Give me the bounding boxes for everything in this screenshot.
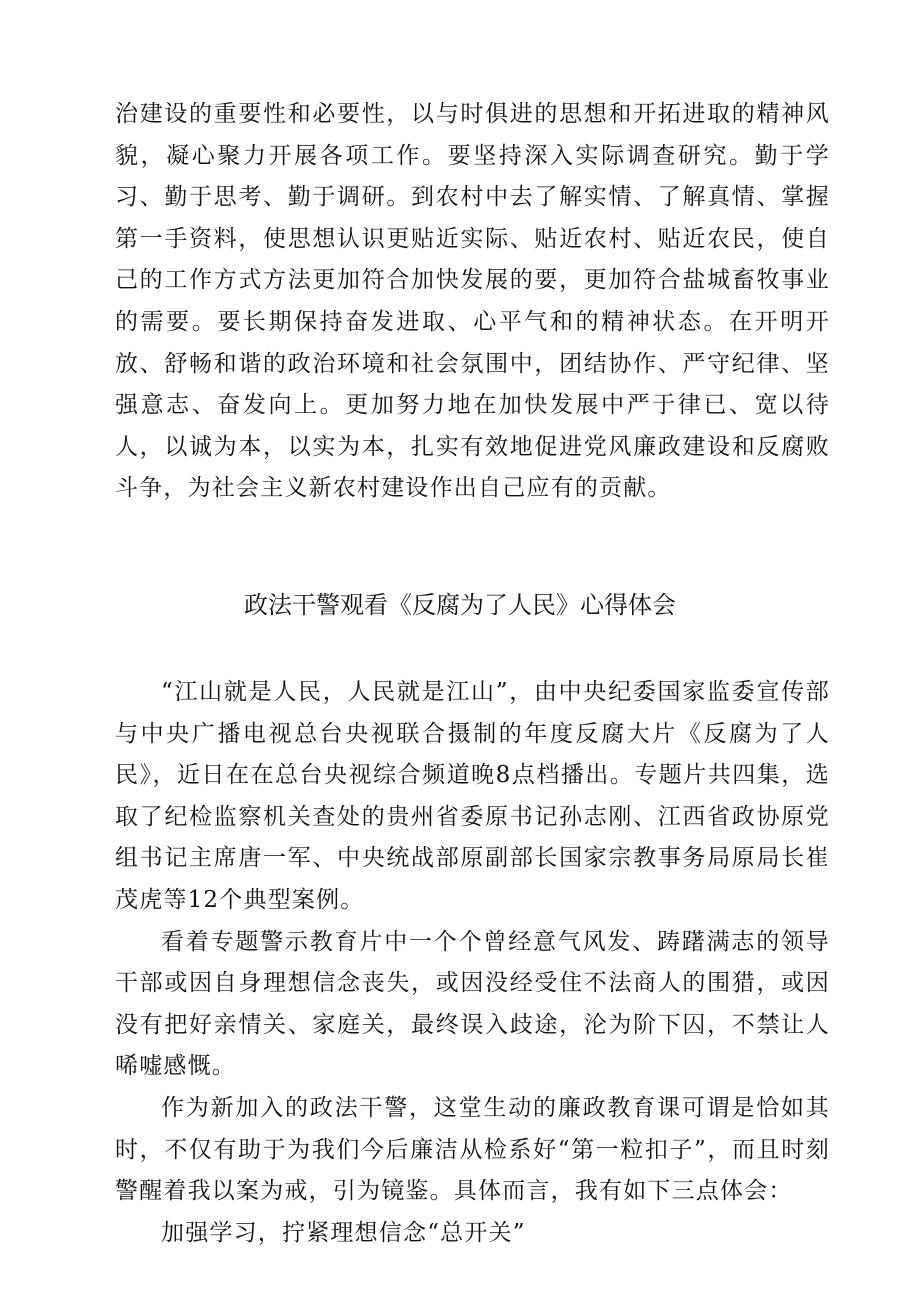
section-heading-1: 加强学习，拧紧理想信念“总开关” <box>161 1219 526 1246</box>
article-paragraph-3: 作为新加入的政法干警，这堂生动的廉政教育课可谓是恰如其时，不仅有助于为我们今后廉洁从检系好“第一粒扣子”，而且时刻警醒着我以案为戒，引为镜鉴。具体而言，我有如下三点体会： <box>115 1094 830 1205</box>
continuation-paragraph: 治建设的重要性和必要性，以与时俱进的思想和开拓进取的精神风貌，凝心聚力开展各项工作。要坚持深入实际调查研究。勤于学习、勤于思考、勤于调研。到农村中去了解实情、了解真情、掌握第一手资料，使思想认识更贴近实际、贴近农村、贴近农民，使自己的工作方式方法更加符合加快发展的要，更加符合盐城畜牧事业的需要。要长期保持奋发进取、心平气和的精神状态。在开明开放、舒畅和谐的政治环境和社会氛围中，团结协作、严守纪律、坚强意志、奋发向上。更加努力地在加快发展中严于律已、宽以待人，以诚为本，以实为本，扎实有效地促进党风廉政建设和反腐败斗争，为社会主义新农村建设作出自己应有的贡献。 <box>115 101 830 502</box>
article-title: 政法干警观看《反腐为了人民》心得体会 <box>244 591 676 619</box>
article-paragraph-2: 看着专题警示教育片中一个个曾经意气风发、踌躇满志的领导干部或因自身理想信念丧失，或因没经受住不法商人的围猎，或因没有把好亲情关、家庭关，最终误入歧途，沦为阶下囚，不禁让人唏嘘感慨。 <box>115 928 830 1080</box>
article-body <box>115 672 830 1254</box>
article-paragraph-1: “江山就是人民，人民就是江山”，由中央纪委国家监委宣传部与中央广播电视总台央视联合摄制的年度反腐大片《反腐为了人民》，近日在在总台央视综合频道晚8点档播出。专题片共四集，选取了纪检监察机关查处的贵州省委原书记孙志刚、江西省政协原党组书记主席唐一军、中央统战部原副部长国家宗教事务局原局长崔茂虎等12个典型案例。 <box>115 679 830 913</box>
